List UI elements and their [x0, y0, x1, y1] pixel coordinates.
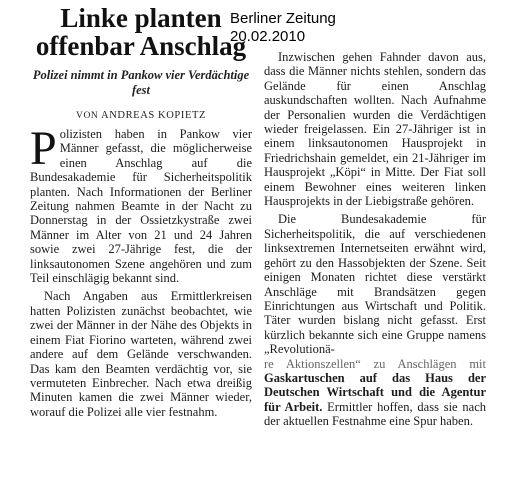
paragraph-1-text: olizisten haben in Pankow vier Männer gefasst, die möglicherweise einen Anschlag auf die Bundesakademie für Sicherheitspolitik planten. Nach Informationen der Berliner Zeitung nahmen Beamte in der Nacht zu Donnerstag in der Ossietzkystraße zwei Männer im Alter von 21 und 24 Jahren sowie zwei 27-Jährige fest, die der linksautonomen Szene angehören und zum Teil einschlägig bekannt sind. — [30, 127, 252, 286]
article-headline: Linke planten offenbar Anschlag — [35, 3, 247, 61]
byline-prefix: VON — [75, 111, 99, 121]
paragraph-2: Nach Angaben aus Ermittlerkreisen hatten Polizisten zunächst beobachtet, wie zwei der Männer in der Nähe des Objekts in einem Fiat Fiorino warteten, während zwei andere auf dem Gelände verschwanden. Das kam den Beamten verdächtig vor, sie vermuteten Einbrecher. Nach etwa dreißig Minuten kamen die zwei Männer wieder, worauf die Polizei alle vier festnahm. — [30, 289, 252, 419]
article-column-right — [264, 50, 486, 429]
publication-date: 20.02.2010 — [230, 28, 306, 45]
drop-cap: P — [30, 122, 57, 175]
article-subheadline: Polizei nimmt in Pankow vier Verdächtige fest — [32, 68, 250, 97]
paragraph-3: Inzwischen gehen Fahnder davon aus, dass die Männer nichts stehlen, sondern das Gelände für einen Anschlag auskundschaften wollten. Nach Aufnahme der Personalien wurden die Verdächtigen wieder freigelassen. Ein 27-Jähriger ist in einem linksautonomen Hausprojekt in Friedrichshain gemeldet, ein 21-Jähriger im Hausprojekt „Köpi“ in Mitte. Der Fiat soll einem Bewohner eines weiteren linken Hausprojekts in der Liebigstraße gehören. — [264, 50, 486, 209]
byline-author: ANDREAS KOPIETZ — [101, 110, 206, 121]
paragraph-4 — [264, 212, 486, 428]
paragraph-4-part-b: re Aktionszellen“ zu Anschlägen mit — [264, 356, 486, 371]
paragraph-4-part-c: Gaskartuschen auf das Haus der Deutschen Wirtschaft und die Agentur für Arbeit. — [264, 370, 486, 414]
article-column-left — [30, 4, 252, 419]
paragraph-1 — [30, 122, 252, 286]
paragraph-4-part-a: Die Bundesakademie für Sicherheitspolitik, die auf verschiedenen linksextremen Internetseiten erwähnt wird, gehört zu den Hassobjekten der Szene. Seit einigen Monaten richtet diese verstärkt Anschläge mit Brandsätzen gegen Einrichtungen aus Wirtschaft und Politik. Täter wurden bislang nicht gefasst. Erst kürzlich bekannte sich eine Gruppe namens „Revolutionä- — [264, 212, 486, 357]
paragraph-4-part-d: Ermittler hoffen, dass sie nach der aktuellen Festnahme eine Spur haben. — [264, 399, 486, 429]
publication-name: Berliner Zeitung — [230, 10, 336, 27]
article-byline — [30, 110, 252, 121]
